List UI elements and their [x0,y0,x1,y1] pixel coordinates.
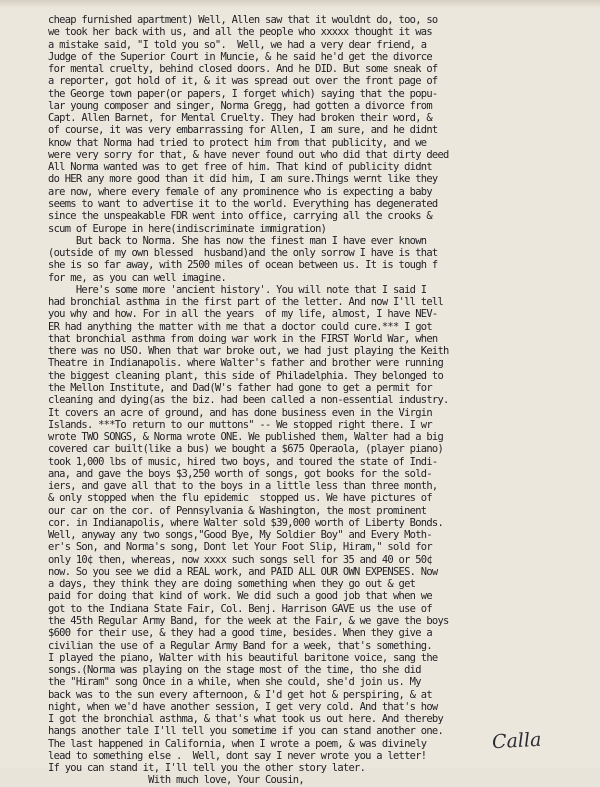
letter-line: wrote TWO SONGS, & Norma wrote ONE. We published them, Walter had a big [48,431,444,444]
letter-line: do HER any more good than it did him, I am sure.Things wernt like they [48,173,438,186]
letter-line: know that Norma had tried to protect him from that publicity, and we [48,136,427,149]
letter-line: were very sorry for that, & have never found out who did that dirty deed [48,148,449,161]
letter-line: the "Hiram" song Once in a while, when she could, she'd join us. My [48,676,421,689]
letter-line: we took her back with us, and all the people who xxxxx thought it was [48,26,432,39]
letter-line: are now, where every female of any prominence who is expecting a baby [48,185,432,198]
letter-line: for me, as you can well imagine. [48,271,227,284]
letter-line: Capt. Allen Barnet, for Mental Cruelty. They had broken their word, & [48,112,432,125]
letter-line: of course, it was very embarrassing for Allen, I am sure, and he didnt [48,124,438,137]
letter-line: the George town paper(or papers, I forget which) saying that the popu- [48,87,438,100]
letter-line: seems to want to advertise it to the world. Everything has degenerated [48,197,438,210]
letter-line: only 10¢ then, whereas, now xxxx such songs sell for 35 and 40 or 50¢ [48,553,432,566]
letter-line: It covers an acre of ground, and has done business even in the Virgin [48,406,432,419]
letter-line: Islands. ***To return to our muttons" -- We stopped right there. I wr [48,418,432,431]
letter-line: $600 for their use, & they had a good time, besides. When they give a [48,627,432,640]
letter-line: the biggest cleaning plant, this side of Philadelphia. They belonged to [48,369,444,382]
letter-line: I got the bronchial asthma, & that's what took us out here. And thereby [48,713,444,726]
letter-line: Judge of the Superior Court in Muncie, & he said he'd get the divorce [48,50,432,63]
letter-line: a reporter, got hold of it, & it was spread out over the front page of [48,75,438,88]
letter-line: since the unspeakable FDR went into office, carrying all the crooks & [48,210,432,223]
letter-line: cor. in Indianapolis, where Walter sold $39,000 worth of Liberty Bonds. [48,516,444,529]
letter-line: our car on the cor. of Pennsylvania & Washington, the most prominent [48,504,427,517]
letter-line: cheap furnished apartment) Well, Allen saw that it wouldnt do, too, so [48,14,438,26]
letter-line: Here's some more 'ancient history'. You will note that I said I [48,283,427,296]
letter-line: night, when we'd have another session, I get very cold. And that's how [48,700,438,713]
letter-line: that bronchial asthma from doing war work in the FIRST World War, when [48,332,438,345]
letter-line: ana, and gave the boys $3,250 worth of songs, got books for the sold- [48,467,432,480]
letter-line: All Norma wanted was to get free of him. That kind of publicity didnt [48,161,432,174]
letter-line: lar young composer and singer, Norma Gregg, had gotten a divorce from [48,99,432,112]
letter-line: hangs another tale I'll tell you sometime if you can stand another one. [48,725,444,738]
letter-line: songs.(Norma was playing on the stage most of the time, tho she did [48,664,421,677]
letter-line: lead to something else . Well, dont say I never wrote you a letter! [48,749,427,762]
letter-line: er's Son, and Norma's song, Dont let Your Foot Slip, Hiram," sold for [48,541,432,554]
letter-line: I played the piano, Walter with his beautiful baritone voice, sang the [48,651,438,664]
letter-line: & only stopped when the flu epidemic stopped us. We have pictures of [48,492,432,505]
letter-line: there was no USO. When that war broke out, we had just playing the Keith [48,345,449,358]
letter-line: now. So you see we did a REAL work, and PAID ALL OUR OWN EXPENSES. Now [48,565,438,578]
letter-line: ER had anything the matter with me that a doctor could cure.*** I got [48,320,432,333]
letter-line: But back to Norma. She has now the finest man I have ever known [48,234,427,247]
letter-line: scum of Europe in here(indiscriminate immigration) [48,222,327,235]
letter-line: a mistake said, "I told you so". Well, we had a very dear friend, a [48,38,427,51]
letter-line: for mental cruelty, behind closed doors. And he DID. But some sneak of [48,63,438,76]
letter-line: back was to the sun every afternoon, & I'd get hot & perspiring, & at [48,688,432,701]
typewritten-letter-body [48,14,588,787]
letter-line: Theatre in Indianapolis. where Walter's father and brother were running [48,357,444,370]
letter-line: she is so far away, with 2500 miles of ocean between us. It is tough f [48,259,438,272]
letter-line: the Mellon Institute, and Dad(W's father had gone to get a permit for [48,381,432,394]
letter-line: took 1,000 lbs of music, hired two boys, and toured the state of Indi- [48,455,438,468]
handwritten-signature: Calla [491,728,542,754]
letter-line: If you can stand it, I'll tell you the other story later. [48,762,366,775]
letter-line: covered car built(like a bus) we bought a $675 Operaola, (player piano) [48,443,444,456]
letter-line: got to the Indiana State Fair, Col. Benj. Harrison GAVE us the use of [48,602,432,615]
letter-line: paid for doing that kind of work. We did such a good job that when we [48,590,432,603]
letter-line: (outside of my own blessed husband)and the only sorrow I have is that [48,247,438,260]
page-edge [0,0,600,8]
letter-line: With much love, Your Cousin, [48,774,304,787]
letter-line: a days, they think they are doing something when they go out & get [48,578,416,591]
letter-line: had bronchial asthma in the first part of the letter. And now I'll tell [48,296,444,309]
letter-line: Well, anyway any two songs,"Good Bye, My Soldier Boy" and Every Moth- [48,529,432,542]
letter-line: The last happened in California, when I wrote a poem, & was divinely [48,737,427,750]
letter-line: cleaning and dying(as the biz. had been called a non-essential industry. [48,394,449,407]
letter-line: the 45th Regular Army Band, for the week at the Fair, & we gave the boys [48,615,449,628]
letter-line: you why and how. For in all the years of my life, almost, I have NEV- [48,308,438,321]
letter-line: iers, and gave all that to the boys in a little less than three month, [48,480,438,493]
letter-line: civilian the use of a Regular Army Band for a week, that's something. [48,639,432,652]
